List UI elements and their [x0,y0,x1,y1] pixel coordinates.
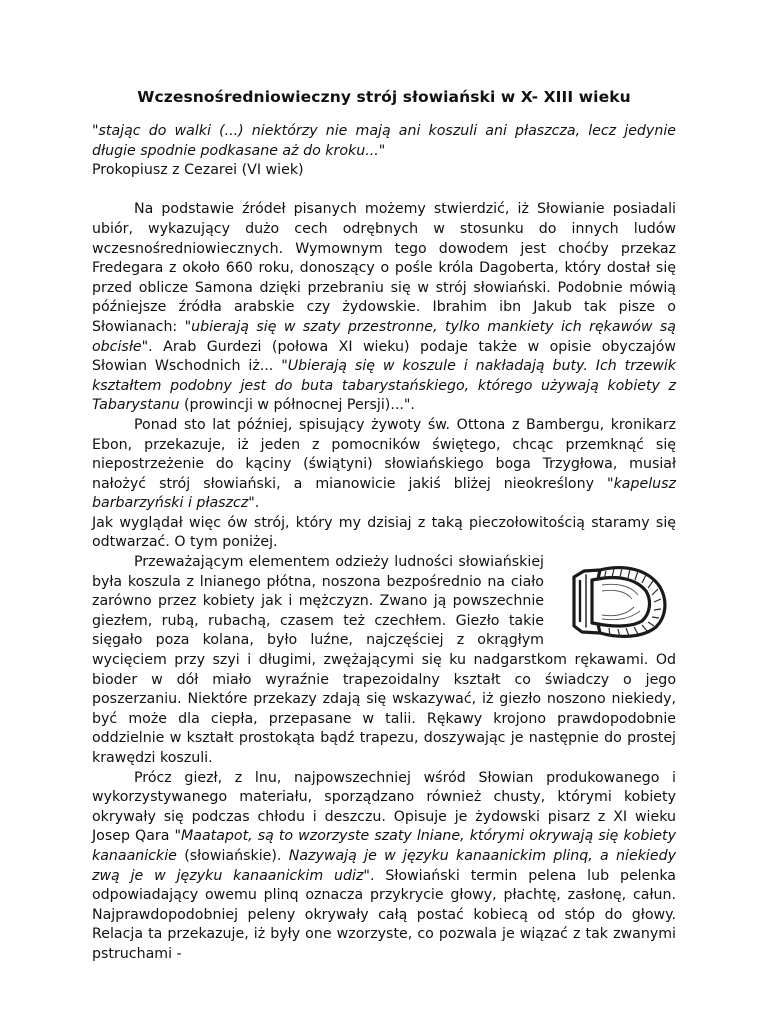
motto-author: Prokopiusz z Cezarei (VI wiek) [92,162,304,179]
paragraph-1-text-c: . Arab Gurdezi (połowa XI wieku) podaje także w opisie obyczajów Słowian Wschodnich iż... [92,338,676,375]
paragraph-2-quote: "kapelusz barbarzyński i płaszcz" [92,475,676,512]
paragraph-1-text-e: (prowincji w północnej Persji)...". [179,397,415,414]
paragraph-1-text-a: Na podstawie źródeł pisanych możemy stwierdzić, iż Słowianie posiadali ubiór, wykazujący dużo cech odrębnych w stosunku do innych ludów wczesnośredniowiecznych. Wymownym tego dowodem jest choćby przekaz Fredegara z około 660 roku, donoszący o pośle króla Dagoberta, który dostał się przed oblicze Samona dzięki przebraniu się w strój słowiański. Podobnie mówią późniejsze źródła arabskie czy żydowskie. Ibrahim ibn Jakub tak pisze o Słowianach: [92,201,676,335]
paragraph-2 [92,416,676,514]
paragraph-4 [92,553,676,769]
ornament-outline [574,568,665,637]
paragraph-1-quote-gurdezi: "Ubierają się w koszule i nakładają buty. Ich trzewik kształtem podobny jest do buta tabarystańskiego, którego używają kobiety z Tabarystanu [92,358,676,414]
paragraph-5-quote-plinq: Nazywają je w języku kanaanickim plinq, a niekiedy zwą je w języku kanaanickim udiz" [92,847,676,884]
paragraph-2-text-c: . [254,495,260,512]
article-body [92,200,676,964]
paragraph-1 [92,200,676,416]
paragraph-1-quote-ibrahim: "ubierają się w szaty przestronne, tylko mankiety ich rękawów są obcisłe" [92,318,676,355]
paragraph-5 [92,769,676,965]
paragraph-4-text: Przeważającym elementem odzieży ludności słowiańskiej była koszula z lnianego płótna, noszona bezpośrednio na ciało zarówno przez kobiety jak i mężczyzn. Zwano ją powszechnie giezłem, rubą, rubachą, czasem też czechłem. Giezło takie sięgało poza kolana, było luźne, najczęściej z okrągłym wycięciem przy szyi i długimi, zwężającymi się ku nadgarstkom rękawami. Od bioder w dół miało wyraźnie trapezoidalny kształt co świadczy o jego poszerzaniu. Niektóre przekazy zdają się wskazywać, iż giezło noszono niekiedy, być może dla ciepła, przepasane w talii. Rękawy krojono prawdopodobnie oddzielnie w kształt prostokąta bądź trapezu, doszywając je następnie do prostej krawędzi koszuli. [92,554,676,766]
gieslo-fragment-drawing [562,557,670,645]
motto-quote: "stając do walki (...) niektórzy nie mają ani koszuli ani płaszcza, lecz jedynie długie spodnie podkasane aż do kroku..." [92,123,676,159]
paragraph-5-text-e: . Słowiański termin pelena lub pelenka odpowiadający owemu plinq oznacza przykrycie głowy, płachtę, zasłonę, całun. Najprawdopodobniej peleny okrywały całą postać kobiecą od stóp do głowy. Relacja ta przekazuje, iż były one wzorzyste, co pozwala je wiązać z tak zwanymi pstruchami - [92,867,676,962]
paragraph-5-text-a: Prócz giezł, z lnu, najpowszechniej wśród Słowian produkowanego i wykorzystywanego materiału, sporządzano również chusty, którymi kobiety okrywały się podczas chłodu i deszczu. Opisuje je żydowski pisarz z XI wieku Josep Qara [92,769,676,845]
ornament-inner-shading [602,584,640,619]
paragraph-2-text-a: Ponad sto lat później, spisujący żywoty św. Ottona z Bambergu, kronikarz Ebon, przekazuje, iż jeden z pomocników świętego, chcąc przemknąć się niepostrzeżenie do kąciny (świątyni) słowiańskiego boga Trzygłowa, musiał nałożyć strój słowiański, a mianowicie jakiś bliżej nieokreślony [92,416,676,492]
paragraph-3: Jak wyglądał więc ów strój, który my dzisiaj z taką pieczołowitością staramy się odtwarzać. O tym poniżej. [92,514,676,551]
document-title: Wczesnośredniowieczny strój słowiański w X- XIII wieku [137,88,631,106]
paragraph-5-text-c: (słowiańskie). [176,847,289,864]
motto-block [92,122,676,181]
paragraph-5-quote-qara: "Maatapot, są to wzorzyste szaty lniane, którymi okrywają się kobiety kanaanickie [92,828,676,864]
